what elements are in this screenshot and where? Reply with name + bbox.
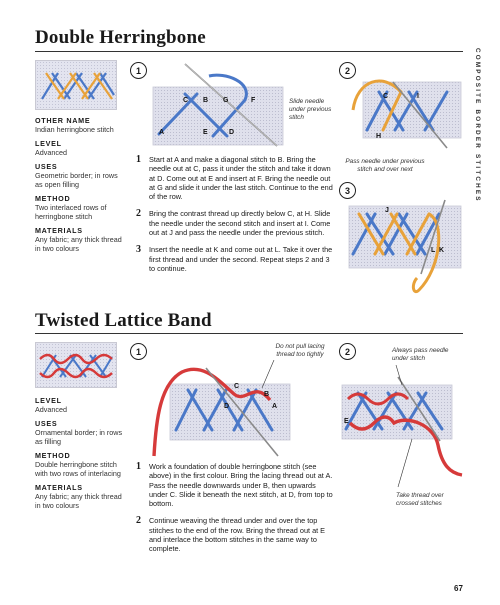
point-label: B [203, 97, 209, 104]
section2-title: Twisted Lattice Band [35, 310, 212, 331]
point-label: A [272, 403, 278, 410]
step-number: 3 [136, 244, 141, 256]
point-label: B [264, 391, 270, 398]
step [136, 209, 336, 237]
step-number: 1 [136, 461, 141, 472]
twisted-lattice-figure-2 [338, 365, 468, 490]
section1-info [35, 116, 125, 253]
info-value: Advanced [35, 405, 67, 414]
info-value: Double herringbone stitch with two rows of interlacing [35, 460, 121, 478]
figure-number: 2 [339, 343, 356, 360]
info-label: MATERIALS [35, 226, 83, 235]
section1-rule [35, 51, 463, 52]
step [136, 516, 336, 553]
info-value: Two interlaced rows of herringbone stitch [35, 203, 107, 221]
point-label: J [385, 207, 389, 214]
double-herringbone-figure-2 [343, 66, 468, 156]
figure-number: 3 [339, 182, 356, 199]
point-label: L [431, 247, 436, 254]
point-label: I [417, 93, 419, 100]
step-number: 2 [136, 208, 141, 220]
info-value: Ornamental border; in rows as filling [35, 428, 123, 446]
point-label: K [439, 247, 445, 254]
step [136, 245, 336, 273]
twisted-lattice-figure-1 [150, 360, 335, 460]
info-value: Any fabric; any thick thread in two colours [35, 492, 122, 510]
point-label: C [183, 97, 189, 104]
info-label: METHOD [35, 451, 71, 460]
info-label: MATERIALS [35, 483, 83, 492]
info-value: Advanced [35, 148, 67, 157]
step-text: Bring the contrast thread up directly below C, at H. Slide the needle under the second stitch and insert at I. Come out at J and pass the needle under the previous stitch. [149, 209, 331, 238]
page-number: 67 [454, 584, 463, 593]
point-label: E [203, 129, 208, 136]
double-herringbone-swatch [35, 60, 117, 110]
info-label: METHOD [35, 194, 71, 203]
step-text: Insert the needle at K and come out at L. Take it over the first thread and under the second. Repeat steps 2 and 3 to continue. [149, 245, 333, 273]
info-value: Any fabric; any thick thread in two colours [35, 235, 122, 253]
figure-number: 1 [130, 343, 147, 360]
section1-title: Double Herringbone [35, 27, 206, 48]
step-text: Start at A and make a diagonal stitch to B. Bring the needle out at C, pass it under the stitch and take it down at D. Come out at E and insert at F. Bring the needle out at G and slide it under the last stitch. Continue to the end of the row. [149, 155, 333, 202]
section2-steps [136, 462, 336, 562]
info-label: LEVEL [35, 396, 62, 405]
twisted-lattice-swatch [35, 342, 117, 388]
section2-info [35, 396, 125, 510]
section1-steps [136, 155, 336, 281]
figure-note: Pass needle under previous stitch and over next [345, 158, 425, 173]
info-label: LEVEL [35, 139, 62, 148]
figure-number: 2 [339, 62, 356, 79]
info-value: Indian herringbone stitch [35, 125, 114, 134]
figure-note: Take thread over crossed stitches [396, 492, 444, 507]
info-label: USES [35, 162, 58, 171]
figure-note: Always pass needle under stitch [392, 347, 449, 362]
point-label: H [376, 133, 382, 140]
step-text: Continue weaving the thread under and over the top stitches to the end of the row. Bring the thread out at E and interlace the bottom stitches in the same way to complete. [149, 516, 326, 554]
figure-note: Slide needle under previous stitch [289, 98, 332, 121]
point-label: D [229, 129, 235, 136]
side-label: COMPOSITE BORDER STITCHES [474, 48, 481, 203]
double-herringbone-figure-3 [345, 198, 470, 303]
info-label: USES [35, 419, 58, 428]
step [136, 462, 336, 508]
step-number: 1 [136, 154, 141, 165]
step-number: 2 [136, 515, 141, 527]
point-label: A [159, 129, 165, 136]
info-value: Geometric border; in rows as open filling [35, 171, 118, 189]
point-label: D [224, 403, 230, 410]
point-label: G [223, 97, 229, 104]
point-label: C [383, 93, 389, 100]
step [136, 155, 336, 201]
info-label: OTHER NAME [35, 116, 91, 125]
section2-rule [35, 333, 463, 334]
step-text: Work a foundation of double herringbone stitch (see above) in the first colour. Bring the lacing thread out at A. Pass the needle downwards under B, then upwards under C. Slide it beneath the next stitch, at D, from top to bottom. [149, 462, 333, 509]
point-label: E [344, 418, 349, 425]
figure-number: 1 [130, 62, 147, 79]
point-label: C [234, 383, 240, 390]
point-label: F [251, 97, 256, 104]
figure-note: Do not pull lacing thread too tightly [275, 343, 325, 358]
